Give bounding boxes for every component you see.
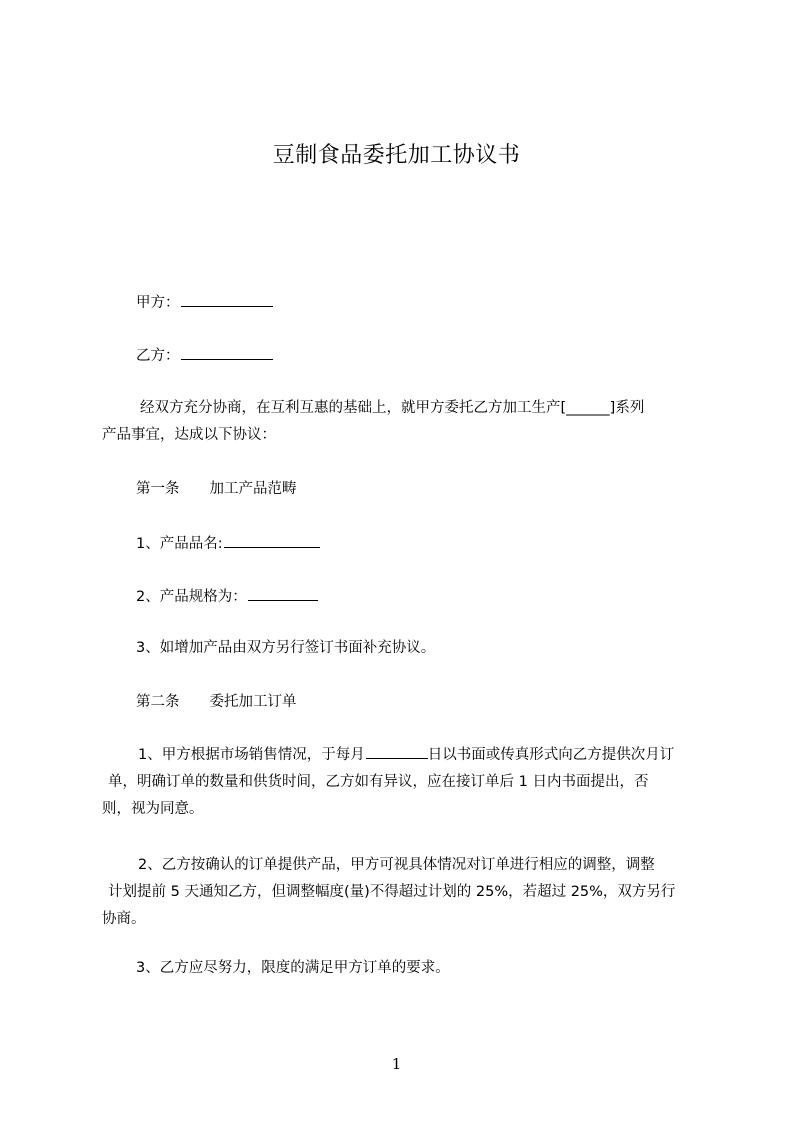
- preamble-line-2: 产品事宜，达成以下协议：: [102, 427, 276, 443]
- page-number: 1: [391, 1055, 402, 1073]
- article-2-heading: 第二条 委托加工订单: [136, 694, 297, 710]
- article-1-item-2: 2、产品规格为：: [136, 586, 318, 607]
- article-2-p1-line-1: 1、甲方根据市场销售情况，于每月 日以书面或传真形式向乙方提供次月订: [102, 742, 712, 769]
- preamble-line-1: 经双方充分协商，在互利互惠的基础上，就甲方委托乙方加工生产[______]系列: [140, 400, 645, 416]
- article-2-paragraph-2: [102, 852, 712, 933]
- article-2-paragraph-3: 3、乙方应尽努力，限度的满足甲方订单的要求。: [136, 960, 450, 976]
- product-spec-blank: [248, 586, 318, 601]
- party-b-blank: [181, 345, 273, 360]
- party-a-label: 甲方：: [136, 295, 180, 311]
- product-name-blank: [224, 533, 320, 548]
- party-b-label: 乙方：: [136, 348, 180, 364]
- article-2-p2-line-1: 2、乙方按确认的订单提供产品，甲方可视具体情况对订单进行相应的调整，调整: [138, 857, 655, 873]
- article-2-p1-line-3: 则，视为同意。: [102, 801, 204, 817]
- article-1-item-3: 3、如增加产品由双方另行签订书面补充协议。: [136, 640, 436, 656]
- article-2-p2-line-3: 协商。: [102, 911, 146, 927]
- article-1-heading: 第一条 加工产品范畴: [136, 481, 297, 497]
- preamble-paragraph: [102, 395, 712, 449]
- article-1-item-1: 1、产品品名:: [136, 533, 320, 554]
- party-a-blank: [181, 292, 273, 307]
- monthly-day-blank: [366, 744, 428, 759]
- party-b-line: [136, 345, 273, 366]
- article-2-paragraph-1: [102, 742, 712, 823]
- article-2-p2-line-2: 计划提前 5 天通知乙方，但调整幅度(量)不得超过计划的 25%，若超过 25%，双方另行: [108, 884, 676, 900]
- document-title: 豆制食品委托加工协议书: [272, 143, 521, 168]
- article-2-p1-line-2: 单，明确订单的数量和供货时间，乙方如有异议，应在接订单后 1 日内书面提出，否: [108, 774, 649, 790]
- party-a-line: [136, 292, 273, 313]
